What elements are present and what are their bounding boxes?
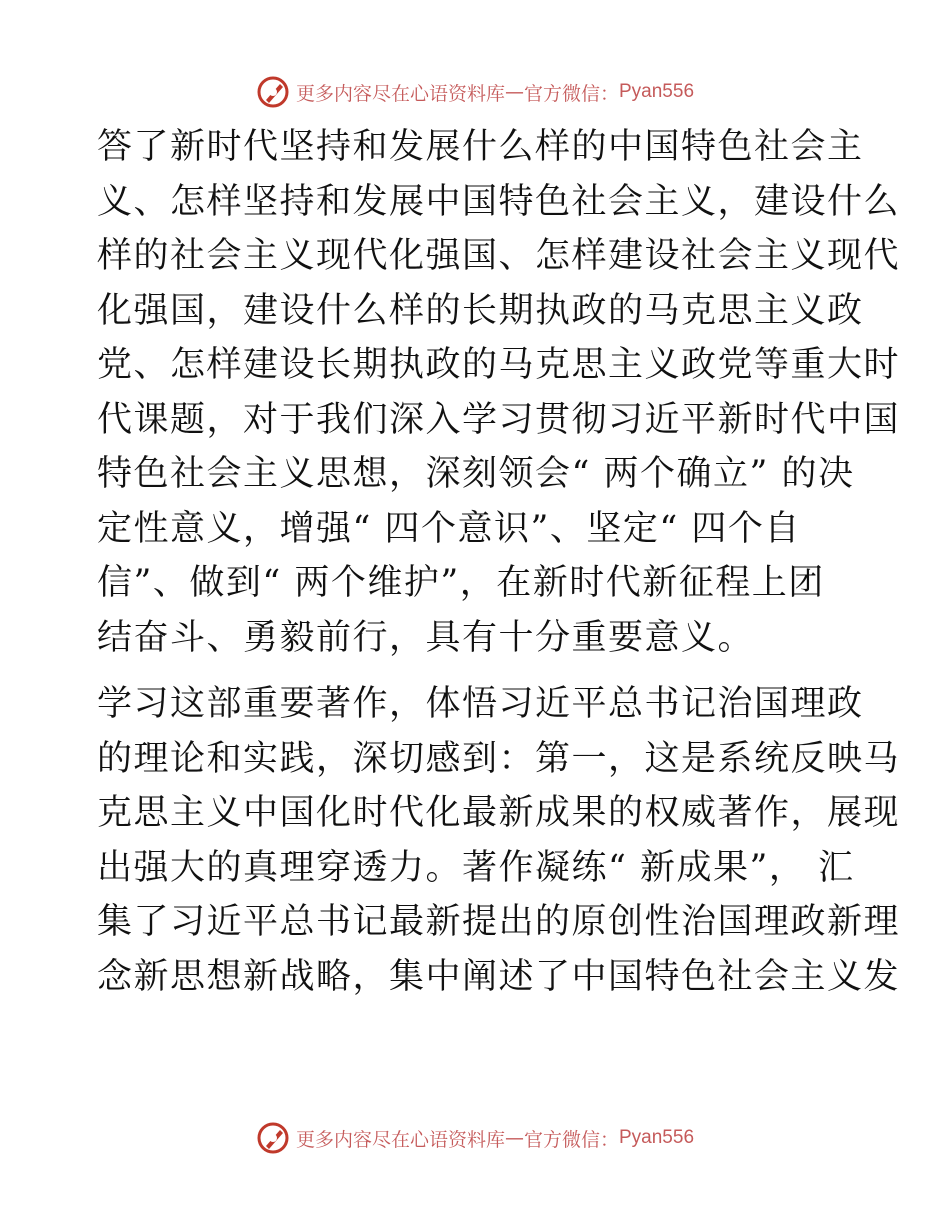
paragraph-1	[97, 120, 901, 665]
text-line: 定性意义，增强“ 四个意识”、坚定“ 四个自	[97, 508, 801, 549]
text-line: 集了习近平总书记最新提出的原创性治国理政新理	[97, 902, 901, 942]
text-line: 党、怎样建设长期执政的马克思主义政党等重大时	[97, 345, 901, 385]
text-line: 出强大的真理穿透力。著作凝练“ 新成果”， 汇	[97, 847, 855, 888]
text-line: 义、怎样坚持和发展中国特色社会主义，建设什么	[97, 181, 901, 222]
text-line: 信”、做到“ 两个维护”，在新时代新征程上团	[97, 563, 825, 603]
header-text	[296, 79, 694, 106]
header-brand: 更多内容尽在心语资料库	[295, 82, 505, 105]
text-line: 代课题，对于我们深入学习贯彻习近平新时代中国	[97, 399, 901, 440]
footer-wechat-id: Pyan556	[619, 1127, 695, 1148]
header-wechat-id: Pyan556	[619, 81, 695, 102]
header-dash: —	[504, 81, 524, 103]
footer-dash: —	[504, 1127, 524, 1149]
text-line: 化强国，建设什么样的长期执政的马克思主义政	[97, 290, 864, 331]
footer-brand: 更多内容尽在心语资料库	[295, 1128, 505, 1151]
pen-logo-icon	[256, 75, 290, 109]
document-body	[97, 120, 901, 1004]
text-line: 学习这部重要著作，体悟习近平总书记治国理政	[97, 684, 864, 724]
text-line: 克思主义中国化时代化最新成果的权威著作，展现	[97, 793, 901, 833]
footer-watermark	[0, 1118, 950, 1158]
paragraph-2	[97, 677, 901, 1004]
paragraph-gap	[97, 665, 857, 677]
text-line: 特色社会主义思想，深刻领会“ 两个确立” 的决	[97, 454, 855, 494]
footer-wechat-label: 官方微信：	[523, 1128, 619, 1151]
footer-text	[296, 1125, 694, 1152]
header-watermark	[0, 72, 950, 112]
text-line: 样的社会主义现代化强国、怎样建设社会主义现代	[97, 236, 901, 276]
text-line: 答了新时代坚持和发展什么样的中国特色社会主	[97, 127, 864, 167]
text-line: 结奋斗、勇毅前行，具有十分重要意义。	[97, 617, 755, 658]
text-line: 念新思想新战略，集中阐述了中国特色社会主义发	[97, 956, 901, 997]
text-line: 的理论和实践，深切感到：第一，这是系统反映马	[97, 738, 901, 779]
pen-logo-icon	[256, 1121, 290, 1155]
header-wechat-label: 官方微信：	[523, 82, 619, 105]
